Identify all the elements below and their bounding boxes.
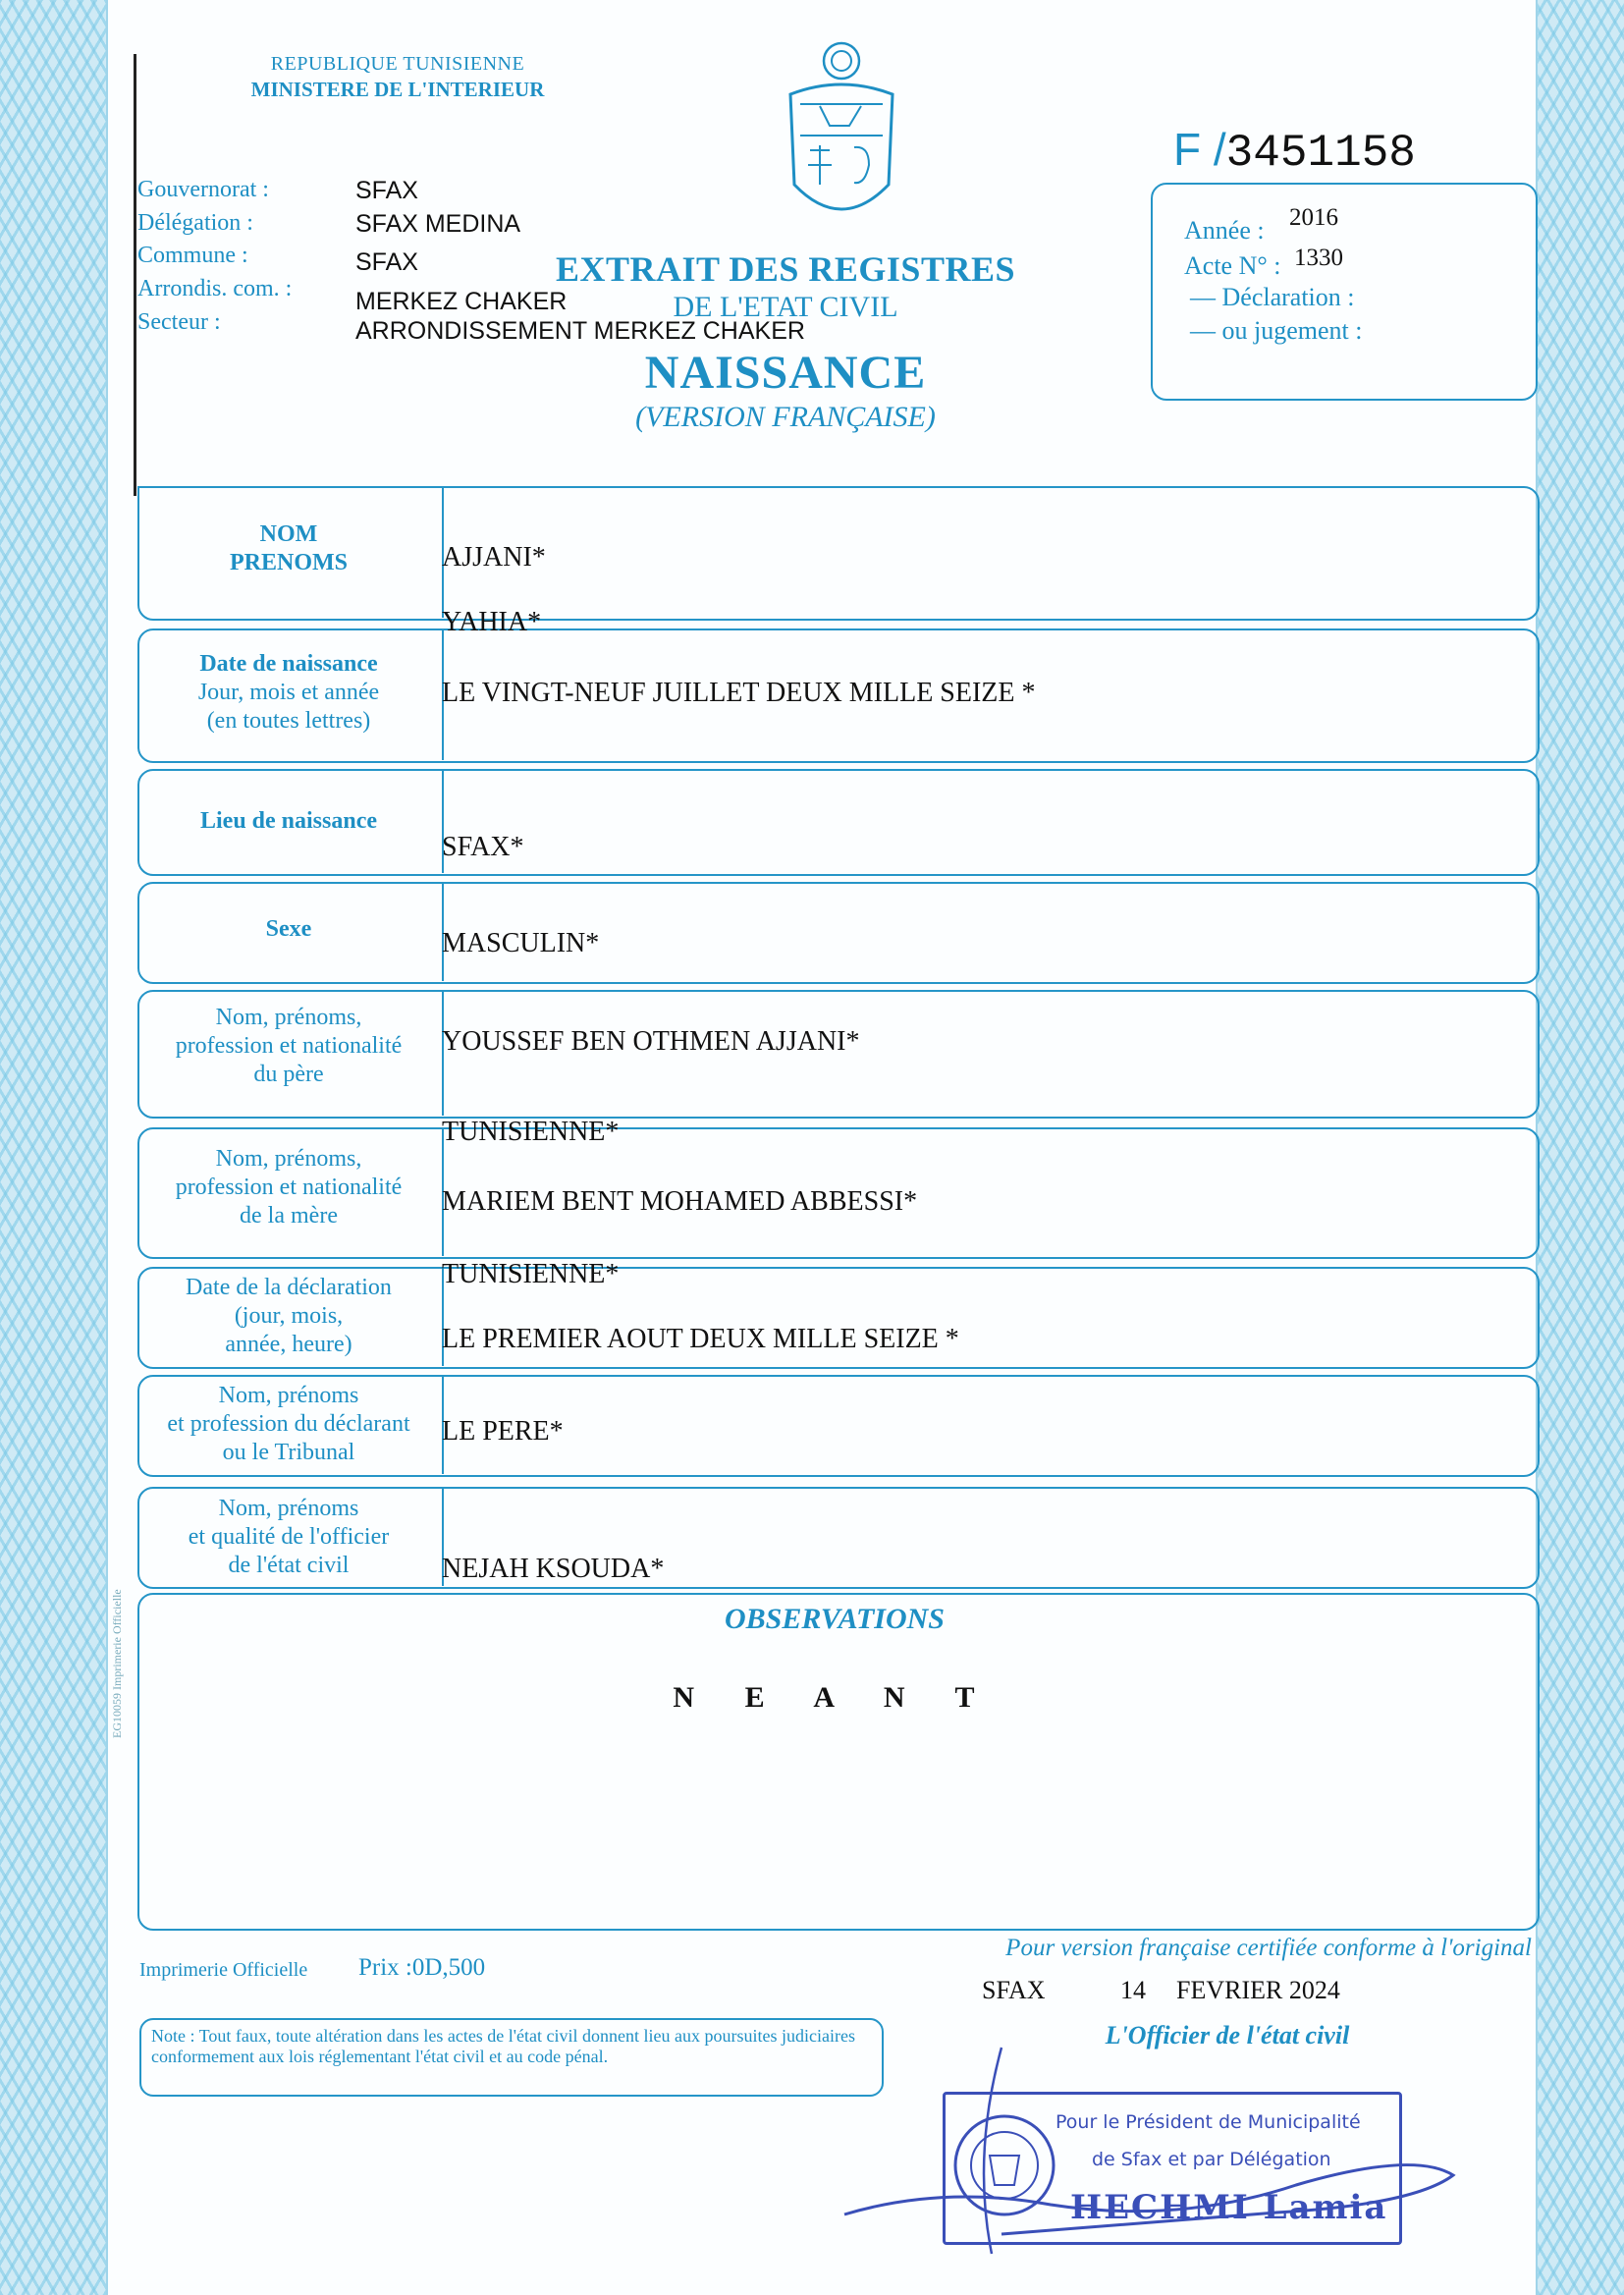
label-line: (jour, mois, [234, 1303, 344, 1329]
label-nom-line: NOM [259, 521, 318, 547]
value-nom: AJJANI* [442, 542, 546, 573]
annee-label: Année : [1184, 216, 1265, 245]
label-officier [139, 1495, 438, 1580]
reference-prefix: F / [1173, 124, 1226, 175]
commune-value: SFAX [355, 248, 418, 276]
label-line: Nom, prénoms [218, 1496, 359, 1521]
coat-of-arms-icon [771, 37, 918, 234]
label-line: Nom, prénoms [218, 1383, 359, 1408]
label-line: Jour, mois et année [197, 680, 380, 705]
label-line: de la mère [240, 1203, 338, 1229]
label-lieu-naissance [139, 807, 438, 836]
observations-value: N E A N T [673, 1681, 997, 1714]
right-guilloche-border [1538, 0, 1624, 2295]
label-line: profession et nationalité [175, 1175, 403, 1200]
certification-date: FEVRIER 2024 [1176, 1976, 1340, 2004]
label-line: ou le Tribunal [222, 1440, 355, 1465]
title-etat-civil: DE L'ETAT CIVIL [673, 291, 898, 323]
value-mere-nationalite: TUNISIENNE* [442, 1259, 620, 1289]
observations-frame [137, 1593, 1540, 1931]
annee-value: 2016 [1289, 204, 1338, 231]
commune-label: Commune : [137, 243, 248, 268]
label-line: profession et nationalité [175, 1033, 403, 1059]
label-date-naissance [139, 650, 438, 736]
stamp-line-1: Pour le Président de Municipalité [1056, 2111, 1361, 2133]
acte-label: Acte N° : [1184, 251, 1281, 280]
delegation-label: Délégation : [137, 210, 253, 236]
label-line: de l'état civil [228, 1553, 350, 1578]
label-line: Date de la déclaration [186, 1275, 392, 1300]
ministry-name: MINISTERE DE L'INTERIEUR [250, 78, 545, 101]
label-line: et qualité de l'officier [188, 1524, 390, 1550]
certification-text: Pour version française certifiée conforme à l'original [1005, 1935, 1532, 1961]
title-version: (VERSION FRANÇAISE) [635, 401, 936, 433]
value-pere-nationalite: TUNISIENNE* [442, 1117, 620, 1147]
jugement-label: — ou jugement : [1190, 316, 1363, 345]
label-line: Nom, prénoms, [215, 1146, 362, 1172]
reference-number [1173, 123, 1416, 179]
value-sexe: MASCULIN* [442, 928, 600, 958]
label-line: (en toutes lettres) [206, 708, 371, 734]
legal-note: Note : Tout faux, toute altération dans les actes de l'état civil donnent lieu aux poursuites judiciaires conformement aux lois réglementant l'état civil et au code pénal. [139, 2018, 884, 2097]
left-margin-line [134, 54, 136, 496]
label-line: année, heure) [225, 1332, 352, 1357]
label-pere [139, 1004, 438, 1089]
left-guilloche-border [0, 0, 106, 2295]
value-date-declaration: LE PREMIER AOUT DEUX MILLE SEIZE * [442, 1324, 959, 1354]
delegation-value: SFAX MEDINA [355, 210, 521, 238]
signature-icon [825, 2038, 1473, 2264]
issuer-block [226, 51, 569, 102]
declaration-label: — Déclaration : [1190, 283, 1355, 311]
gouvernorat-label: Gouvernorat : [137, 177, 269, 202]
arrondissement-value: MERKEZ CHAKER [355, 288, 568, 315]
title-extrait: EXTRAIT DES REGISTRES [555, 249, 1015, 289]
label-nom [139, 520, 438, 577]
value-officier: NEJAH KSOUDA* [442, 1554, 665, 1584]
label-line: Date de naissance [199, 651, 378, 677]
officer-title: L'Officier de l'état civil [1105, 2021, 1350, 2049]
secteur-label: Secteur : [137, 309, 221, 335]
label-line: du père [253, 1062, 324, 1087]
certification-place: SFAX [982, 1976, 1046, 2004]
acte-value: 1330 [1294, 245, 1343, 271]
price: Prix :0D,500 [358, 1954, 486, 1981]
label-line: Sexe [265, 916, 312, 942]
gouvernorat-value: SFAX [355, 177, 418, 204]
arrondissement-label: Arrondis. com. : [137, 276, 293, 301]
printer-name: Imprimerie Officielle [139, 1959, 308, 1981]
label-sexe [139, 915, 438, 944]
label-line: Lieu de naissance [199, 808, 378, 834]
reference-value: 3451158 [1225, 128, 1416, 179]
label-line: et profession du déclarant [167, 1411, 410, 1437]
label-mere [139, 1145, 438, 1230]
label-date-declaration [139, 1274, 438, 1359]
secteur-value: ARRONDISSEMENT MERKEZ CHAKER [355, 317, 805, 345]
title-naissance: NAISSANCE [644, 347, 927, 399]
value-pere: YOUSSEF BEN OTHMEN AJJANI* [442, 1026, 860, 1057]
label-line: Nom, prénoms, [215, 1005, 362, 1030]
value-lieu-naissance: SFAX* [442, 832, 524, 862]
label-prenoms-line: PRENOMS [230, 550, 348, 575]
value-mere: MARIEM BENT MOHAMED ABBESSI* [442, 1186, 918, 1217]
value-declarant: LE PERE* [442, 1416, 564, 1447]
stamp-name: HECHMI Lamia [1070, 2188, 1388, 2227]
value-prenoms: YAHIA* [442, 607, 542, 637]
label-declarant [139, 1382, 438, 1467]
stamp-line-2: de Sfax et par Délégation [1092, 2149, 1331, 2170]
republic-name: REPUBLIQUE TUNISIENNE [270, 53, 525, 75]
certification-day: 14 [1120, 1976, 1146, 2004]
imprint-code: EG10059 Imprimerie Officielle [110, 1589, 124, 1738]
observations-title: OBSERVATIONS [725, 1603, 945, 1635]
value-date-naissance: LE VINGT-NEUF JUILLET DEUX MILLE SEIZE * [442, 678, 1036, 708]
